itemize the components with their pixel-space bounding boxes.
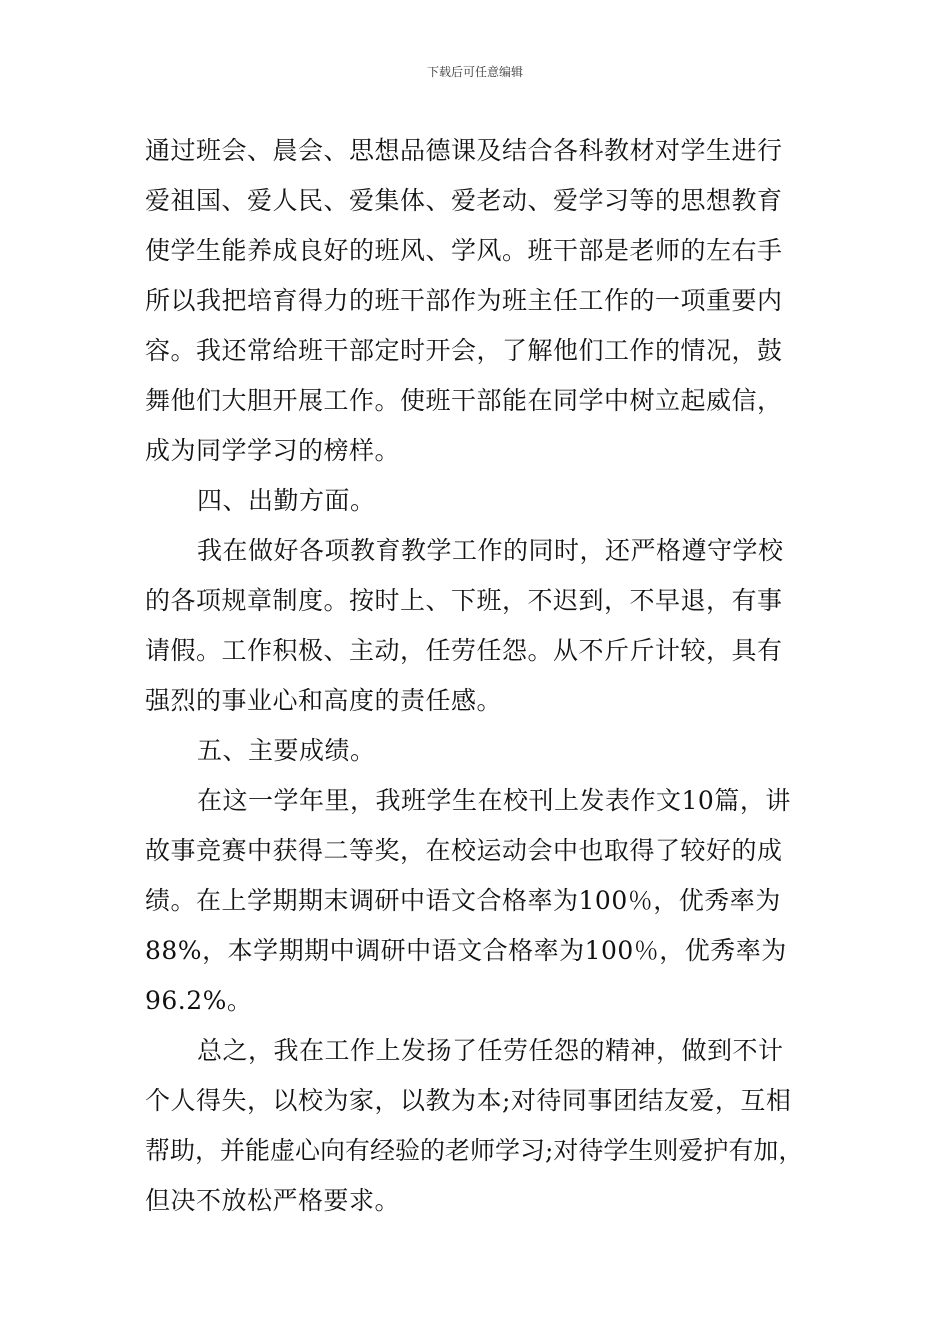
text-line: 在这一学年里，我班学生在校刊上发表作文10篇，讲 <box>197 786 791 815</box>
text-line: 使学生能养成良好的班风、学风。班干部是老师的左右手 <box>145 236 783 265</box>
text-line: 帮助，并能虚心向有经验的老师学习;对待学生则爱护有加， <box>145 1136 804 1165</box>
text-line: 绩。在上学期期末调研中语文合格率为100％，优秀率为 <box>145 886 781 915</box>
text-line: 舞他们大胆开展工作。使班干部能在同学中树立起威信， <box>145 386 783 415</box>
text-line: 我在做好各项教育教学工作的同时，还严格遵守学校 <box>197 536 784 565</box>
text-line: 88%，本学期期中调研中语文合格率为100％，优秀率为 <box>145 936 787 965</box>
text-line: 爱祖国、爱人民、爱集体、爱老动、爱学习等的思想教育 <box>145 186 783 215</box>
text-line: 强烈的事业心和高度的责任感。 <box>145 686 503 715</box>
text-line: 但决不放松严格要求。 <box>145 1186 401 1215</box>
text-line: 通过班会、晨会、思想品德课及结合各科教材对学生进行 <box>145 136 783 165</box>
document-body <box>145 126 810 1226</box>
text-line: 故事竞赛中获得二等奖，在校运动会中也取得了较好的成 <box>145 836 783 865</box>
text-line: 总之，我在工作上发扬了任劳任怨的精神，做到不计 <box>197 1036 784 1065</box>
text-line: 容。我还常给班干部定时开会，了解他们工作的情况，鼓 <box>145 336 783 365</box>
text-line: 所以我把培育得力的班干部作为班主任工作的一项重要内 <box>145 286 783 315</box>
text-line: 成为同学学习的榜样。 <box>145 436 401 465</box>
section-heading: 四、出勤方面。 <box>197 486 376 515</box>
section-heading: 五、主要成绩。 <box>197 736 376 765</box>
page-header: 下载后可任意编辑 <box>426 65 523 79</box>
text-line: 请假。工作积极、主动，任劳任怨。从不斤斤计较，具有 <box>145 636 783 665</box>
text-line: 的各项规章制度。按时上、下班，不迟到，不早退，有事 <box>145 586 783 615</box>
text-line: 96.2%。 <box>145 986 253 1015</box>
text-line: 个人得失，以校为家，以教为本;对待同事团结友爱，互相 <box>145 1086 792 1115</box>
